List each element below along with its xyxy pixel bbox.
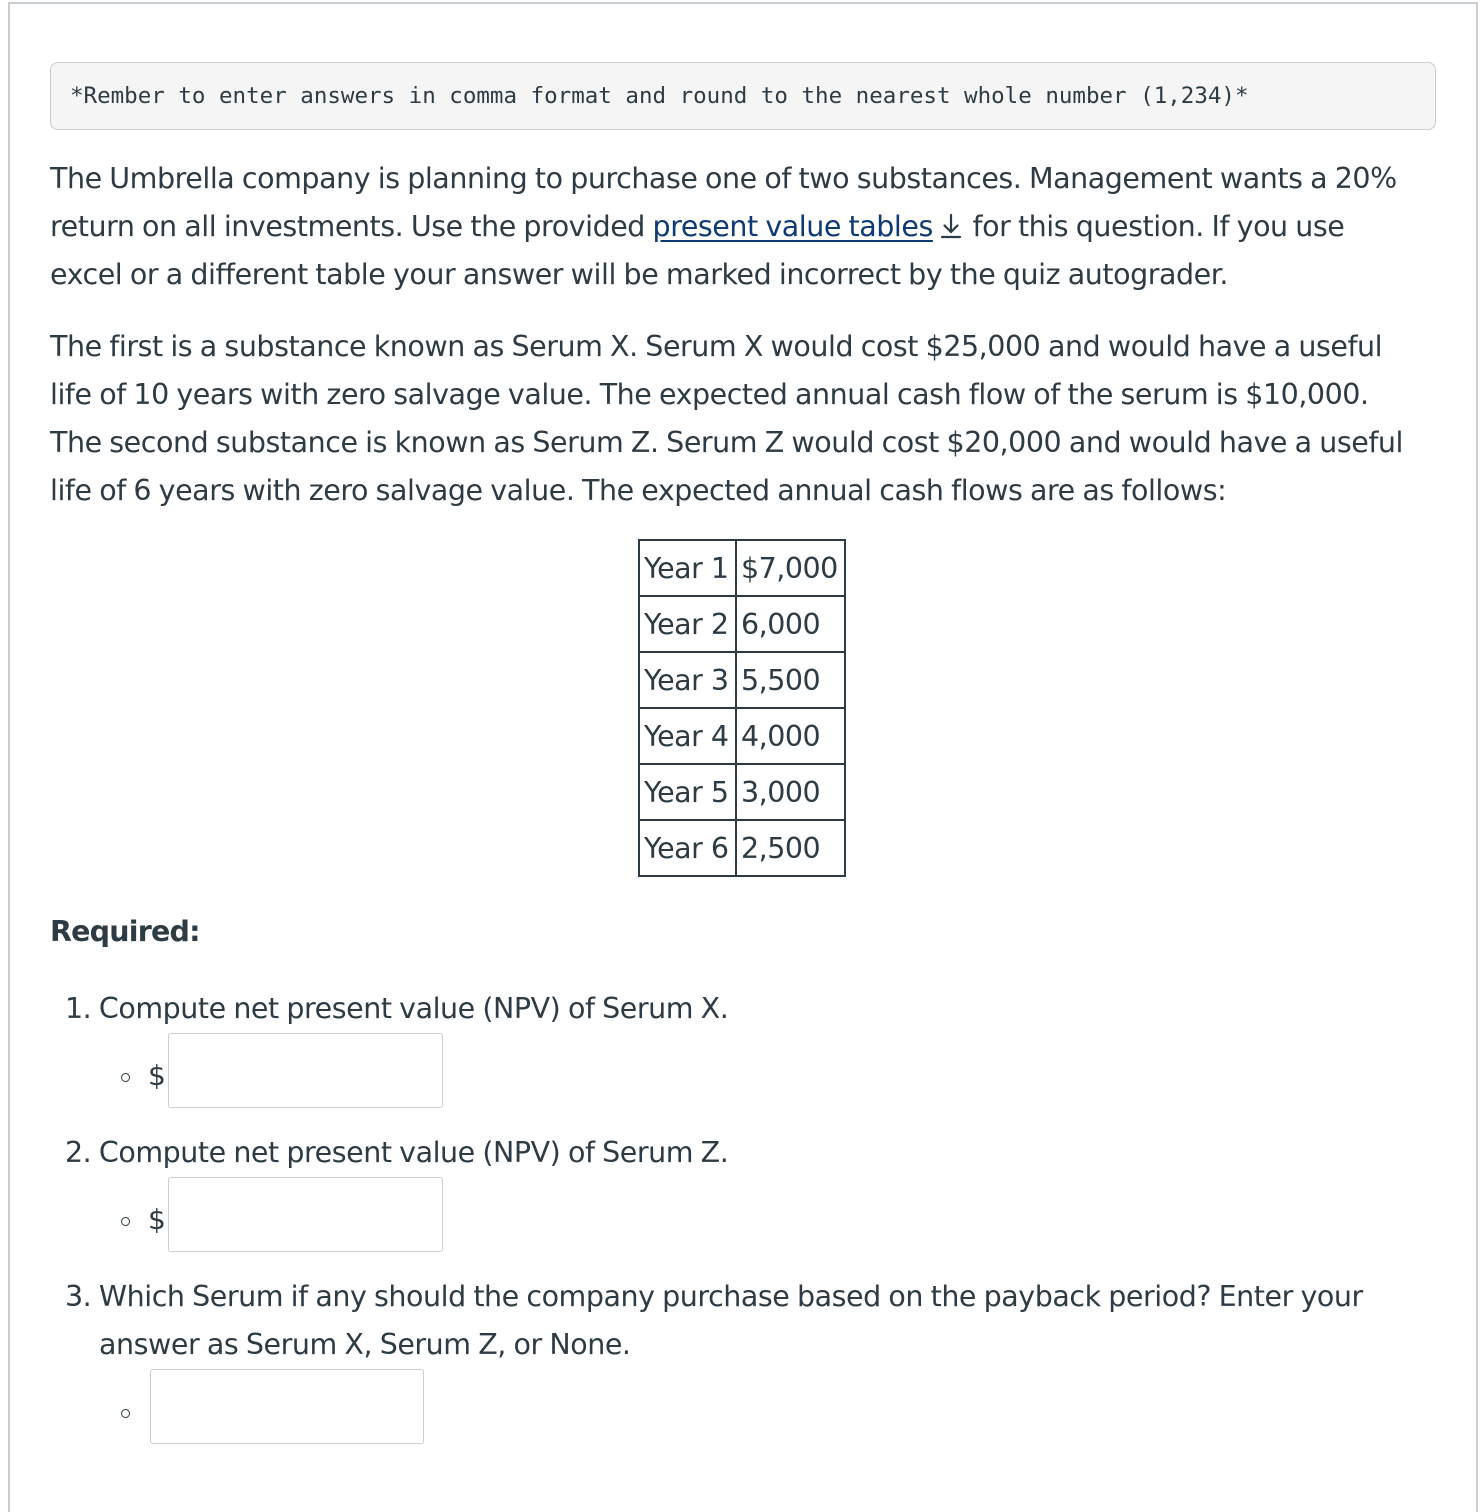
table-row: [639, 708, 845, 764]
question-3-text: 3. Which Serum if any should the company purchase based on the payback period? Enter your: [65, 1280, 1363, 1313]
intro-line-2: [50, 203, 1440, 251]
question-3: [65, 1273, 1363, 1369]
intro-line-3: excel or a different table your answer will be marked incorrect by the quiz autograder.: [50, 258, 1228, 291]
circle-bullet-icon: [121, 1409, 130, 1418]
table-row: [639, 596, 845, 652]
amount-cell: 2,500: [736, 820, 845, 876]
question-1-text: 1. Compute net present value (NPV) of Serum X.: [65, 992, 729, 1025]
intro-paragraph: [50, 155, 1440, 299]
year-cell: Year 4: [639, 708, 736, 764]
question-3-text-continued: answer as Serum X, Serum Z, or None.: [99, 1328, 631, 1361]
description-line-3: The second substance is known as Serum Z. Serum Z would cost $20,000 and would have a useful: [50, 426, 1404, 459]
description-line-2: life of 10 years with zero salvage value. The expected annual cash flow of the serum is $10,000.: [50, 378, 1369, 411]
year-cell: Year 2: [639, 596, 736, 652]
question-2-text: 2. Compute net present value (NPV) of Serum Z.: [65, 1136, 729, 1169]
payback-serum-choice-input[interactable]: [150, 1369, 424, 1444]
year-cell: Year 6: [639, 820, 736, 876]
dollar-prefix: $: [148, 1059, 166, 1092]
dollar-prefix: $: [148, 1203, 166, 1236]
circle-bullet-icon: [121, 1217, 130, 1226]
table-row: [639, 540, 845, 596]
present-value-tables-link[interactable]: present value tables: [652, 210, 933, 243]
description-line-1: The first is a substance known as Serum X. Serum X would cost $25,000 and would have a useful: [50, 330, 1383, 363]
intro-line-2-start: return on all investments. Use the provided: [50, 210, 653, 243]
description-line-4: life of 6 years with zero salvage value. The expected annual cash flows are as follows:: [50, 474, 1227, 507]
amount-cell: 4,000: [736, 708, 845, 764]
circle-bullet-icon: [121, 1073, 130, 1082]
year-cell: Year 5: [639, 764, 736, 820]
amount-cell: 5,500: [736, 652, 845, 708]
table-row: [639, 652, 845, 708]
year-cell: Year 3: [639, 652, 736, 708]
npv-serum-x-input[interactable]: [168, 1033, 443, 1108]
table-row: [639, 820, 845, 876]
year-cell: Year 1: [639, 540, 736, 596]
amount-cell: 6,000: [736, 596, 845, 652]
table-row: [639, 764, 845, 820]
download-icon[interactable]: [939, 206, 963, 232]
amount-cell: $7,000: [736, 540, 845, 596]
intro-line-2-end: for this question. If you use: [964, 210, 1345, 243]
cash-flow-table: [638, 539, 846, 877]
rounding-note: *Rember to enter answers in comma format and round to the nearest whole number (1,234)*: [50, 62, 1436, 130]
npv-serum-z-input[interactable]: [168, 1177, 443, 1252]
amount-cell: 3,000: [736, 764, 845, 820]
description-paragraph: [50, 323, 1440, 515]
intro-line-1: The Umbrella company is planning to purchase one of two substances. Management wants a 20%: [50, 162, 1397, 195]
required-heading: Required:: [50, 915, 200, 948]
